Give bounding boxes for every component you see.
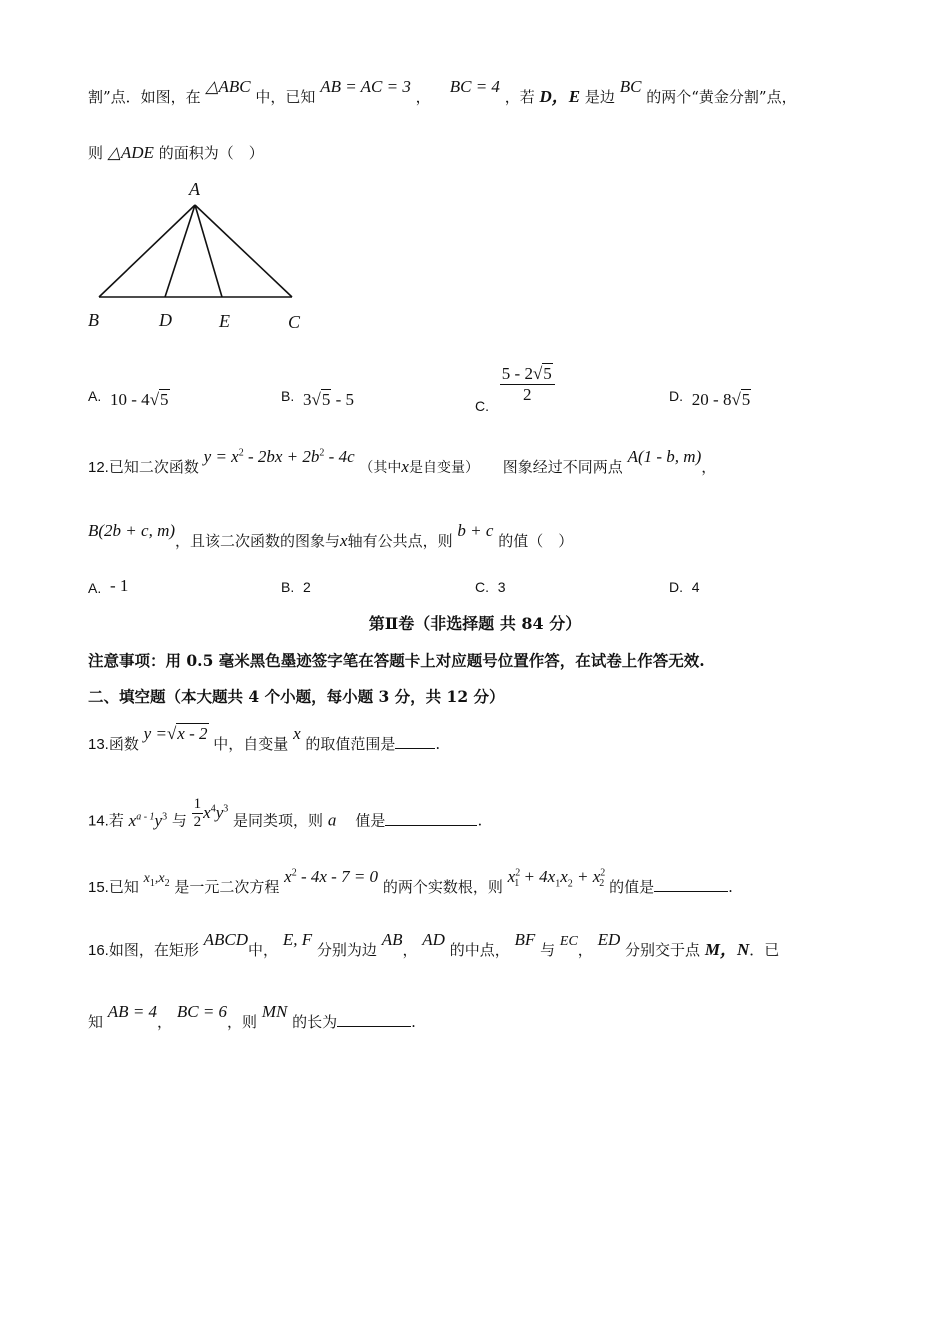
q11-option-b[interactable] bbox=[281, 386, 355, 409]
math-mn: MN bbox=[261, 1002, 288, 1021]
sup: 2 bbox=[319, 447, 325, 459]
math-bc6: BC = 6 bbox=[176, 1002, 228, 1021]
text: 的中点， bbox=[449, 941, 510, 959]
text: 的面积为（ ） bbox=[158, 144, 264, 162]
text: 割”点．如图，在 bbox=[88, 88, 201, 106]
option-value: 2 bbox=[303, 579, 311, 595]
sup: 3 bbox=[223, 802, 229, 814]
q12-option-d[interactable] bbox=[669, 578, 704, 596]
math-point-b: B(2b + c, m) bbox=[88, 521, 176, 540]
text: 已知二次函数 bbox=[108, 458, 199, 476]
fraction-denominator: 2 bbox=[193, 814, 202, 830]
side-ac bbox=[195, 205, 292, 297]
math-func bbox=[144, 724, 209, 743]
sub: 2 bbox=[567, 878, 573, 890]
text: 若 bbox=[108, 811, 124, 830]
text: 与 bbox=[540, 941, 556, 959]
text: 中，已知 bbox=[255, 88, 316, 106]
text: 是边 bbox=[584, 88, 615, 106]
x: x bbox=[560, 867, 568, 886]
label-c: C bbox=[288, 312, 301, 332]
text: 知 bbox=[88, 1013, 104, 1031]
text: . bbox=[411, 1013, 416, 1031]
answer-blank[interactable] bbox=[337, 1012, 411, 1027]
text: . bbox=[477, 811, 483, 830]
option-label: A. bbox=[88, 388, 102, 404]
q16-line1 bbox=[88, 930, 780, 960]
text: ， bbox=[157, 1013, 173, 1031]
text: 是自变量） bbox=[408, 460, 479, 476]
math-b-plus-c: b + c bbox=[457, 521, 494, 540]
text: ， bbox=[701, 458, 717, 476]
math-ed: ED bbox=[597, 930, 621, 949]
text: 是同类项，则 bbox=[233, 811, 324, 830]
q13 bbox=[88, 724, 441, 754]
text: 与 bbox=[171, 811, 187, 830]
text: . bbox=[435, 735, 441, 753]
text: 分别交于点 bbox=[625, 941, 701, 959]
x: x bbox=[203, 802, 211, 822]
answer-blank[interactable] bbox=[385, 811, 477, 826]
text: ，若 bbox=[504, 88, 535, 106]
text: 的两个“黄金分割”点， bbox=[646, 88, 797, 106]
sup: 3 bbox=[162, 810, 168, 822]
text: 如图，在矩形 bbox=[108, 941, 199, 959]
q11-line1 bbox=[88, 77, 797, 107]
sup: 2 bbox=[291, 867, 297, 879]
math-abcd: ABCD bbox=[203, 930, 249, 949]
text: 函数 bbox=[108, 735, 139, 753]
option-value: 10 - 4 bbox=[110, 390, 150, 409]
text: 中， bbox=[248, 941, 279, 959]
text: ， bbox=[402, 941, 418, 959]
math-equation bbox=[284, 867, 378, 886]
sup: 4 bbox=[210, 802, 216, 814]
num: 5 - 2 bbox=[501, 364, 533, 383]
section-title: 第Ⅱ卷（非选择题 共 84 分） bbox=[368, 614, 582, 633]
option-value: - 1 bbox=[110, 576, 129, 595]
func-part: - 2bx + 2b bbox=[243, 447, 320, 466]
math-bf: BF bbox=[514, 930, 536, 949]
label-d: D bbox=[159, 310, 172, 330]
math-ab: AB bbox=[381, 930, 403, 949]
sub: 1 bbox=[514, 878, 520, 890]
question-number: 14. bbox=[88, 812, 109, 830]
sqrt-sign: √ bbox=[166, 724, 177, 743]
text: . bbox=[728, 878, 733, 896]
y: y bbox=[215, 802, 224, 822]
option-label: A. bbox=[88, 580, 102, 596]
sqrt-sign: √ bbox=[731, 390, 741, 409]
sub: 1 bbox=[555, 878, 561, 890]
math-roots: $x_1,x_2$ bbox=[143, 871, 170, 889]
question-number: 15. bbox=[88, 879, 109, 896]
notice: 注意事项：用 0.5 毫米黑色墨迹签字笔在答题卡上对应题号位置作答，在试卷上作答无效. bbox=[88, 651, 705, 670]
sqrt-sign: √ bbox=[311, 390, 321, 409]
q12-option-b[interactable] bbox=[281, 578, 315, 596]
x: x bbox=[128, 810, 137, 830]
sup: 2 bbox=[515, 867, 521, 879]
x: x bbox=[143, 871, 150, 886]
sub: 2 bbox=[164, 877, 170, 889]
text: 图象经过不同两点 bbox=[502, 458, 623, 476]
func-part: - 4c bbox=[324, 447, 355, 466]
fraction-denominator: 2 bbox=[523, 385, 532, 404]
q11-line2 bbox=[88, 142, 264, 163]
q12-line2 bbox=[88, 521, 574, 551]
q11-option-d[interactable] bbox=[669, 386, 751, 409]
text: 则 bbox=[88, 144, 104, 162]
text: 是一元二次方程 bbox=[174, 878, 280, 896]
math-term1 bbox=[129, 811, 167, 830]
sup: 2 bbox=[600, 867, 606, 879]
text: ， bbox=[415, 88, 431, 106]
option-value: 20 - 8 bbox=[691, 390, 732, 409]
fraction-numerator bbox=[500, 364, 555, 385]
expr-part: + 4x bbox=[519, 867, 556, 886]
math-x: x bbox=[401, 457, 409, 476]
math-ab-ac: AB = AC = 3 bbox=[320, 77, 411, 96]
option-value: 3 bbox=[303, 390, 312, 409]
text: 轴有公共点，则 bbox=[347, 532, 453, 550]
option-value: - 5 bbox=[331, 390, 355, 409]
answer-blank[interactable] bbox=[395, 734, 435, 749]
option-label: C. bbox=[475, 397, 489, 414]
math-de: D，E bbox=[539, 87, 581, 106]
q11-option-c[interactable] bbox=[475, 364, 555, 414]
q15 bbox=[88, 867, 733, 899]
fraction bbox=[192, 796, 204, 831]
x: x bbox=[158, 871, 165, 886]
q12-option-c[interactable] bbox=[475, 578, 510, 596]
q14 bbox=[88, 796, 483, 839]
text: ，且该二次函数的图象与 bbox=[175, 532, 341, 550]
radicand: 5 bbox=[321, 390, 331, 409]
expr-part: + x bbox=[572, 867, 601, 886]
option-label: C. bbox=[475, 579, 489, 595]
radicand: 5 bbox=[543, 364, 552, 383]
q16-line2 bbox=[88, 1002, 416, 1032]
math-ec: EC bbox=[559, 934, 578, 949]
math-ad: AD bbox=[422, 930, 445, 949]
question-number: 16. bbox=[88, 942, 109, 959]
sqrt-sign: √ bbox=[149, 390, 160, 409]
sqrt-sign: √ bbox=[532, 364, 543, 383]
option-label: B. bbox=[281, 579, 295, 595]
option-label: B. bbox=[281, 388, 295, 404]
math-ef: E, F bbox=[282, 930, 313, 949]
math-term2 bbox=[203, 803, 228, 822]
radicand: 5 bbox=[741, 390, 751, 409]
text: ， bbox=[577, 941, 593, 959]
radicand: x - 2 bbox=[177, 724, 208, 743]
func-part: y = x bbox=[203, 447, 239, 466]
math-bc4: BC = 4 bbox=[449, 77, 500, 96]
math-bc: BC bbox=[619, 77, 642, 96]
text: 已知 bbox=[108, 878, 139, 896]
sup: 2 bbox=[238, 447, 244, 459]
math-a: a bbox=[327, 810, 337, 830]
option-label: D. bbox=[669, 579, 683, 595]
text: 中，自变量 bbox=[213, 735, 289, 753]
question-number: 13. bbox=[88, 736, 109, 753]
q11-option-a[interactable] bbox=[88, 386, 170, 409]
text: 的长为 bbox=[292, 1013, 338, 1031]
option-value: 3 bbox=[497, 579, 506, 595]
triangle-figure bbox=[82, 176, 322, 336]
text: 值是 bbox=[355, 811, 386, 830]
text: 的值是 bbox=[609, 878, 655, 896]
text: ．已 bbox=[749, 941, 780, 959]
label-b: B bbox=[88, 310, 99, 330]
label-e: E bbox=[219, 311, 230, 331]
fraction-numerator: 1 bbox=[193, 796, 202, 812]
math-tri-abc: △ABC bbox=[205, 77, 251, 96]
section-heading: 二、填空题（本大题共 4 个小题，每小题 3 分，共 12 分） bbox=[88, 687, 505, 706]
sup: a - 1 bbox=[136, 810, 155, 822]
y: y = bbox=[143, 724, 167, 743]
radicand: 5 bbox=[160, 390, 169, 409]
sub: 2 bbox=[599, 878, 605, 890]
x: x bbox=[284, 867, 292, 886]
sub: 1 bbox=[149, 877, 155, 889]
text: ，则 bbox=[227, 1013, 258, 1031]
question-number: 12. bbox=[88, 459, 109, 476]
math-func bbox=[204, 447, 355, 466]
q12-line1 bbox=[88, 447, 717, 477]
label-a: A bbox=[189, 179, 200, 199]
fraction bbox=[500, 364, 555, 405]
text: 分别为边 bbox=[316, 941, 377, 959]
math-mn-bold: M，N bbox=[704, 940, 750, 959]
math-tri-ade: △ADE bbox=[107, 143, 154, 162]
y: y bbox=[154, 810, 163, 830]
x: x bbox=[507, 867, 516, 886]
option-label: D. bbox=[669, 388, 683, 404]
math-x: x bbox=[340, 531, 348, 550]
math-x: x bbox=[293, 724, 301, 743]
math-point-a: A(1 - b, m) bbox=[627, 447, 702, 466]
math-expression bbox=[507, 867, 606, 890]
math-ab4: AB = 4 bbox=[107, 1002, 158, 1021]
option-value: 4 bbox=[691, 579, 700, 595]
text: 的值（ ） bbox=[498, 532, 574, 550]
text: （其中 bbox=[359, 460, 402, 476]
text: 的两个实数根，则 bbox=[382, 878, 503, 896]
eq-rest: - 4x - 7 = 0 bbox=[296, 867, 379, 886]
answer-blank[interactable] bbox=[654, 877, 728, 892]
text: 的取值范围是 bbox=[305, 735, 396, 753]
q12-option-a[interactable] bbox=[88, 578, 128, 598]
